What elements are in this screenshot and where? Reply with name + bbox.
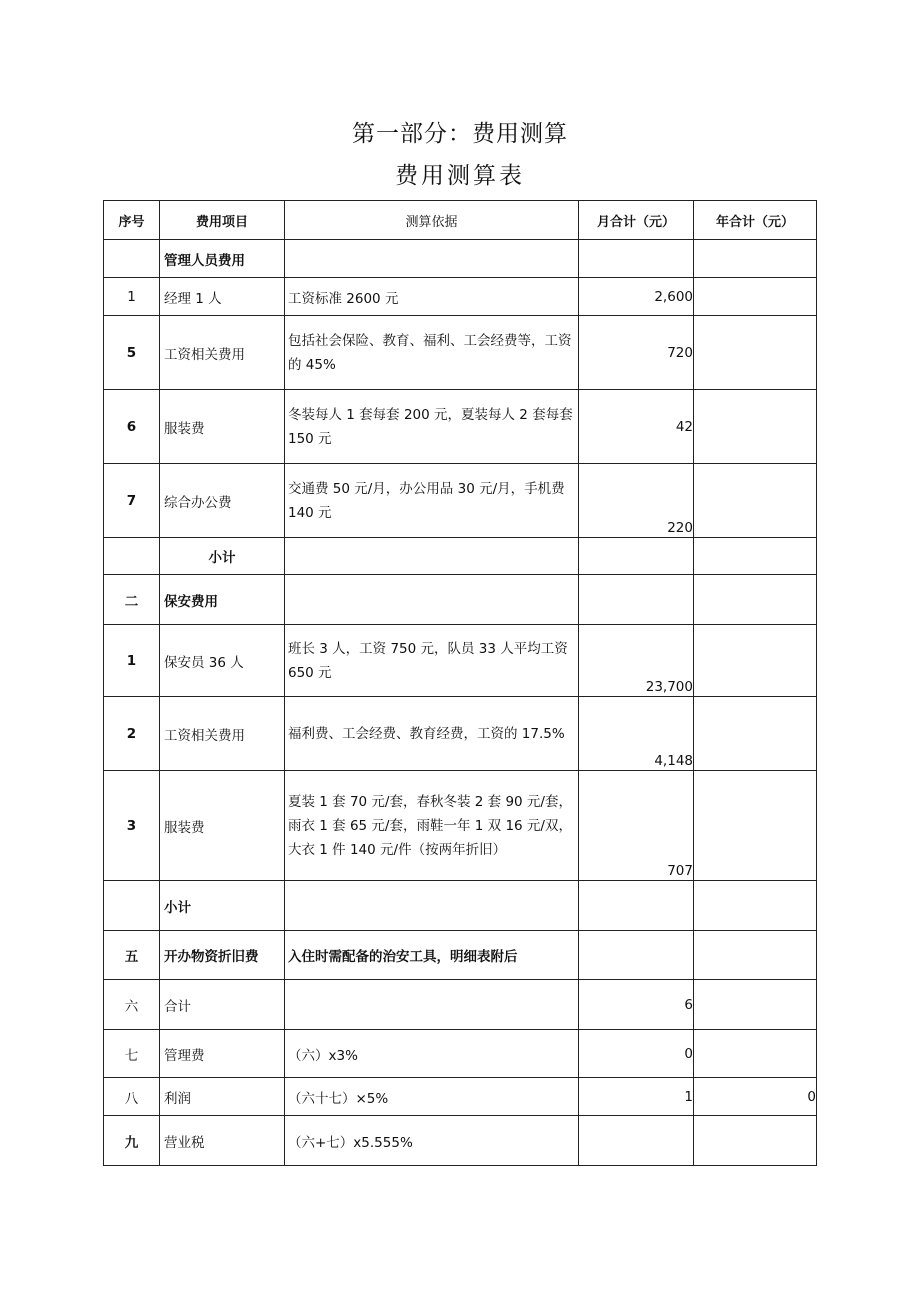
table-row [104,390,817,464]
row-basis: 工资标准 2600 元 [285,278,579,316]
row-item: 开办物资折旧费 [160,931,285,980]
row-yearly [694,1030,817,1078]
row-yearly [694,931,817,980]
row-item: 营业税 [160,1116,285,1166]
row-monthly: 42 [579,390,694,464]
row-yearly [694,771,817,881]
row-yearly [694,980,817,1030]
row-item: 管理人员费用 [160,240,285,278]
row-monthly [579,538,694,575]
row-basis [285,575,579,625]
header-basis: 测算依据 [285,201,579,240]
table-row [104,771,817,881]
row-monthly [579,575,694,625]
row-basis: 班长 3 人，工资 750 元，队员 33 人平均工资 650 元 [285,625,579,697]
row-item: 服装费 [160,390,285,464]
table-row [104,625,817,697]
row-no: 1 [104,278,160,316]
table-row [104,697,817,771]
row-yearly [694,575,817,625]
row-monthly: 23,700 [579,625,694,697]
row-no: 3 [104,771,160,881]
row-no: 八 [104,1078,160,1116]
row-monthly: 220 [579,464,694,538]
table-row [104,931,817,980]
header-monthly: 月合计（元） [579,201,694,240]
row-monthly [579,1116,694,1166]
row-yearly [694,390,817,464]
row-no: 6 [104,390,160,464]
row-item: 服装费 [160,771,285,881]
row-item: 工资相关费用 [160,697,285,771]
row-basis: 冬装每人 1 套每套 200 元，夏装每人 2 套每套 150 元 [285,390,579,464]
row-monthly: 2,600 [579,278,694,316]
table-row [104,1078,817,1116]
row-monthly [579,931,694,980]
row-item: 小计 [160,538,285,575]
row-basis [285,240,579,278]
row-basis [285,980,579,1030]
header-yearly: 年合计（元） [694,201,817,240]
row-no: 1 [104,625,160,697]
row-basis [285,538,579,575]
table-title: 费用测算表 [395,163,525,189]
row-no: 5 [104,316,160,390]
header-item: 费用项目 [160,201,285,240]
table-header-row [104,201,817,240]
row-monthly [579,881,694,931]
row-no: 7 [104,464,160,538]
row-no: 六 [104,980,160,1030]
row-basis [285,881,579,931]
row-item: 合计 [160,980,285,1030]
table-row [104,1030,817,1078]
row-monthly: 6 [579,980,694,1030]
row-no: 五 [104,931,160,980]
header-no: 序号 [104,201,160,240]
row-yearly [694,316,817,390]
row-monthly: 707 [579,771,694,881]
row-yearly [694,538,817,575]
row-no: 二 [104,575,160,625]
row-no: 七 [104,1030,160,1078]
row-monthly: 720 [579,316,694,390]
table-row [104,240,817,278]
row-yearly [694,881,817,931]
row-item: 利润 [160,1078,285,1116]
table-row [104,278,817,316]
page-title: 第一部分：费用测算 [352,121,568,147]
row-item: 综合办公费 [160,464,285,538]
table-row [104,1116,817,1166]
row-item: 工资相关费用 [160,316,285,390]
table-row [104,538,817,575]
row-item: 经理 1 人 [160,278,285,316]
row-basis: 包括社会保险、教育、福利、工会经费等，工资的 45% [285,316,579,390]
row-basis: 入住时需配备的治安工具，明细表附后 [285,931,579,980]
row-no: 九 [104,1116,160,1166]
table-row [104,881,817,931]
row-basis: 交通费 50 元/月，办公用品 30 元/月，手机费 140 元 [285,464,579,538]
row-no [104,881,160,931]
row-yearly: 0 [694,1078,817,1116]
row-monthly: 1 [579,1078,694,1116]
row-item: 管理费 [160,1030,285,1078]
row-yearly [694,1116,817,1166]
row-basis: （六）x3% [285,1030,579,1078]
row-basis: （六十七）×5% [285,1078,579,1116]
row-monthly [579,240,694,278]
row-basis: 夏装 1 套 70 元/套，春秋冬装 2 套 90 元/套，雨衣 1 套 65 元/套，雨鞋一年 1 双 16 元/双，大衣 1 件 140 元/件（按两年折旧） [285,771,579,881]
cost-table [103,200,817,1166]
row-no [104,240,160,278]
row-yearly [694,240,817,278]
row-yearly [694,625,817,697]
table-row [104,316,817,390]
table-row [104,575,817,625]
row-yearly [694,464,817,538]
row-monthly: 0 [579,1030,694,1078]
row-monthly: 4,148 [579,697,694,771]
row-yearly [694,697,817,771]
row-yearly [694,278,817,316]
row-no [104,538,160,575]
row-basis: 福利费、工会经费、教育经费，工资的 17.5% [285,697,579,771]
row-basis: （六+七）x5.555% [285,1116,579,1166]
row-no: 2 [104,697,160,771]
row-item: 保安费用 [160,575,285,625]
row-item: 小计 [160,881,285,931]
table-row [104,980,817,1030]
row-item: 保安员 36 人 [160,625,285,697]
table-row [104,464,817,538]
